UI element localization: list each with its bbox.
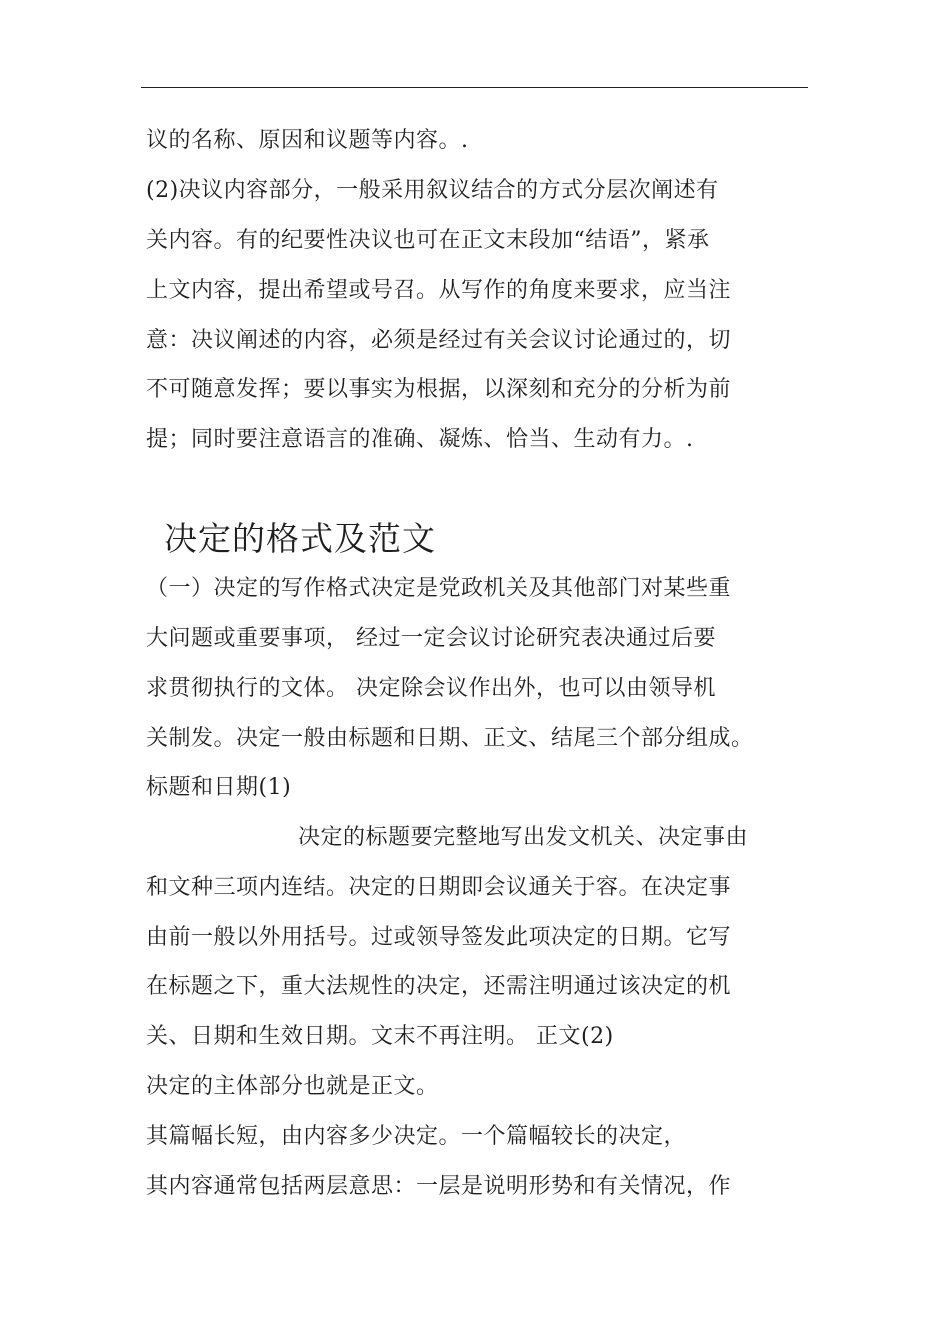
paragraph-line: 决定的主体部分也就是正文。: [146, 1074, 439, 1099]
section-heading: 决定的格式及范文: [164, 519, 436, 558]
header-rule: [141, 87, 808, 88]
paragraph-line: 关、日期和生效日期。文末不再注明。 正文(2): [146, 1024, 614, 1049]
paragraph-line: 关制发。决定一般由标题和日期、正文、结尾三个部分组成。: [146, 726, 754, 751]
paragraph-line: (2)决议内容部分，一般采用叙议结合的方式分层次阐述有: [146, 178, 719, 203]
paragraph-line: 由前一般以外用括号。过或领导签发此项决定的日期。它写: [146, 925, 732, 950]
paragraph-line: 关内容。有的纪要性决议也可在正文末段加“结语”，紧承: [146, 228, 710, 253]
paragraph-line: 求贯彻执行的文体。 决定除会议作出外，也可以由领导机: [146, 676, 716, 701]
paragraph-line: 议的名称、原因和议题等内容。.: [146, 128, 469, 153]
paragraph-line: 大问题或重要事项， 经过一定会议讨论研究表决通过后要: [146, 626, 716, 651]
paragraph-line: 意：决议阐述的内容，必须是经过有关会议讨论通过的，切: [146, 328, 732, 353]
paragraph-line: 其内容通常包括两层意思：一层是说明形势和有关情况，作: [146, 1174, 732, 1199]
paragraph-line: 在标题之下，重大法规性的决定，还需注明通过该决定的机: [146, 974, 732, 999]
paragraph-line: 决定的标题要完整地写出发文机关、决定事由: [298, 825, 749, 850]
paragraph-line: 和文种三项内连结。决定的日期即会议通关于容。在决定事: [146, 875, 732, 900]
paragraph-line: 不可随意发挥；要以事实为根据，以深刻和充分的分析为前: [146, 377, 732, 402]
paragraph-line: （一）决定的写作格式决定是党政机关及其他部门对某些重: [146, 576, 732, 601]
paragraph-line: 上文内容，提出希望或号召。从写作的角度来要求，应当注: [146, 278, 732, 303]
subheading-line: 标题和日期(1): [146, 775, 292, 800]
paragraph-line: 提；同时要注意语言的准确、凝炼、恰当、生动有力。.: [146, 427, 694, 452]
paragraph-line: 其篇幅长短，由内容多少决定。一个篇幅较长的决定，: [146, 1124, 687, 1149]
